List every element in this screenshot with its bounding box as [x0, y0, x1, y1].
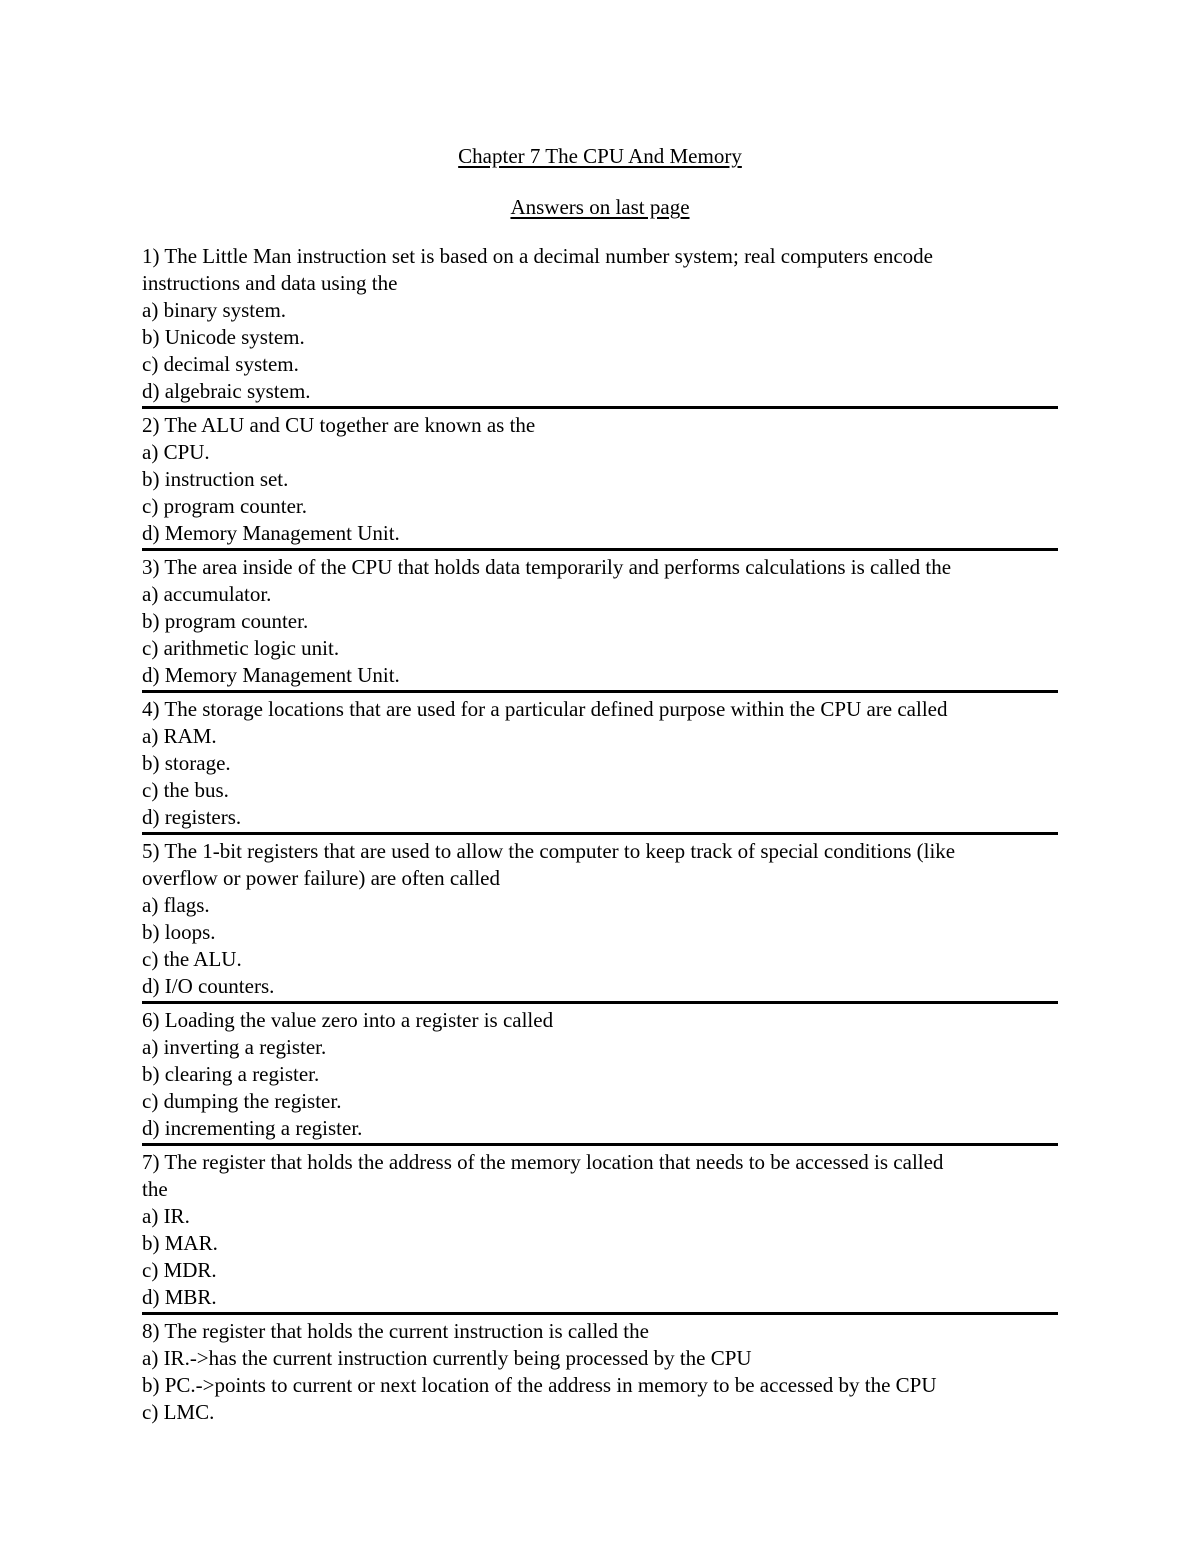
question-block: [142, 554, 1058, 693]
answer-option: c) arithmetic logic unit.: [142, 636, 340, 660]
answer-option: b) storage.: [142, 751, 231, 775]
question-block: [142, 243, 1058, 409]
question-list: [142, 243, 1058, 1430]
question-stem-line: 5) The 1-bit registers that are used to allow the computer to keep track of special conditions (like: [142, 839, 956, 863]
answer-option: a) IR.: [142, 1204, 190, 1228]
answer-option: a) flags.: [142, 893, 210, 917]
answer-option: b) instruction set.: [142, 467, 289, 491]
answer-option: b) Unicode system.: [142, 325, 305, 349]
answer-option: c) the ALU.: [142, 947, 242, 971]
question-stem: [142, 1318, 1058, 1345]
document-title: Chapter 7 The CPU And Memory: [458, 144, 742, 168]
question-stem: [142, 1007, 1058, 1034]
question-stem: [142, 412, 1058, 439]
answer-option: d) MBR.: [142, 1285, 217, 1309]
answer-option: b) MAR.: [142, 1231, 218, 1255]
question-stem: [142, 554, 1058, 581]
question-stem-line: 8) The register that holds the current instruction is called the: [142, 1319, 649, 1343]
answer-option: a) RAM.: [142, 724, 217, 748]
answer-option: c) MDR.: [142, 1258, 217, 1282]
answer-option: a) IR.->has the current instruction currently being processed by the CPU: [142, 1346, 752, 1370]
question-stem-line: instructions and data using the: [142, 271, 398, 295]
answer-option: c) dumping the register.: [142, 1089, 342, 1113]
question-block: [142, 696, 1058, 835]
question-stem-line: 4) The storage locations that are used for a particular defined purpose within the CPU are called: [142, 697, 948, 721]
answer-option: c) the bus.: [142, 778, 229, 802]
question-stem: [142, 243, 1058, 297]
question-stem: [142, 696, 1058, 723]
question-stem-line: the: [142, 1177, 168, 1201]
answer-option: b) clearing a register.: [142, 1062, 320, 1086]
answer-option: c) decimal system.: [142, 352, 299, 376]
question-stem-line: overflow or power failure) are often called: [142, 866, 500, 890]
answer-option: b) PC.->points to current or next location of the address in memory to be accessed by the CPU: [142, 1373, 937, 1397]
answer-option: a) CPU.: [142, 440, 210, 464]
answer-option: c) program counter.: [142, 494, 308, 518]
answer-option: d) I/O counters.: [142, 974, 275, 998]
question-stem-line: 7) The register that holds the address of the memory location that needs to be accessed is called: [142, 1150, 944, 1174]
question-stem-line: 3) The area inside of the CPU that holds data temporarily and performs calculations is called the: [142, 555, 952, 579]
question-block: [142, 838, 1058, 1004]
question-stem: [142, 1149, 1058, 1203]
question-stem-line: 2) The ALU and CU together are known as the: [142, 413, 536, 437]
question-stem: [142, 838, 1058, 892]
answer-option: c) LMC.: [142, 1400, 215, 1424]
answer-option: a) binary system.: [142, 298, 287, 322]
document-subtitle: Answers on last page: [510, 195, 690, 219]
question-block: [142, 412, 1058, 551]
question-stem-line: 6) Loading the value zero into a register is called: [142, 1008, 554, 1032]
answer-option: b) program counter.: [142, 609, 309, 633]
question-stem-line: 1) The Little Man instruction set is based on a decimal number system; real computers encode: [142, 244, 933, 268]
answer-option: d) registers.: [142, 805, 242, 829]
question-block: [142, 1149, 1058, 1315]
answer-option: d) Memory Management Unit.: [142, 521, 400, 545]
question-block: [142, 1318, 1058, 1427]
answer-option: d) algebraic system.: [142, 379, 311, 403]
answer-option: b) loops.: [142, 920, 216, 944]
answer-option: d) Memory Management Unit.: [142, 663, 400, 687]
answer-option: a) inverting a register.: [142, 1035, 327, 1059]
question-block: [142, 1007, 1058, 1146]
answer-option: d) incrementing a register.: [142, 1116, 363, 1140]
answer-option: a) accumulator.: [142, 582, 272, 606]
